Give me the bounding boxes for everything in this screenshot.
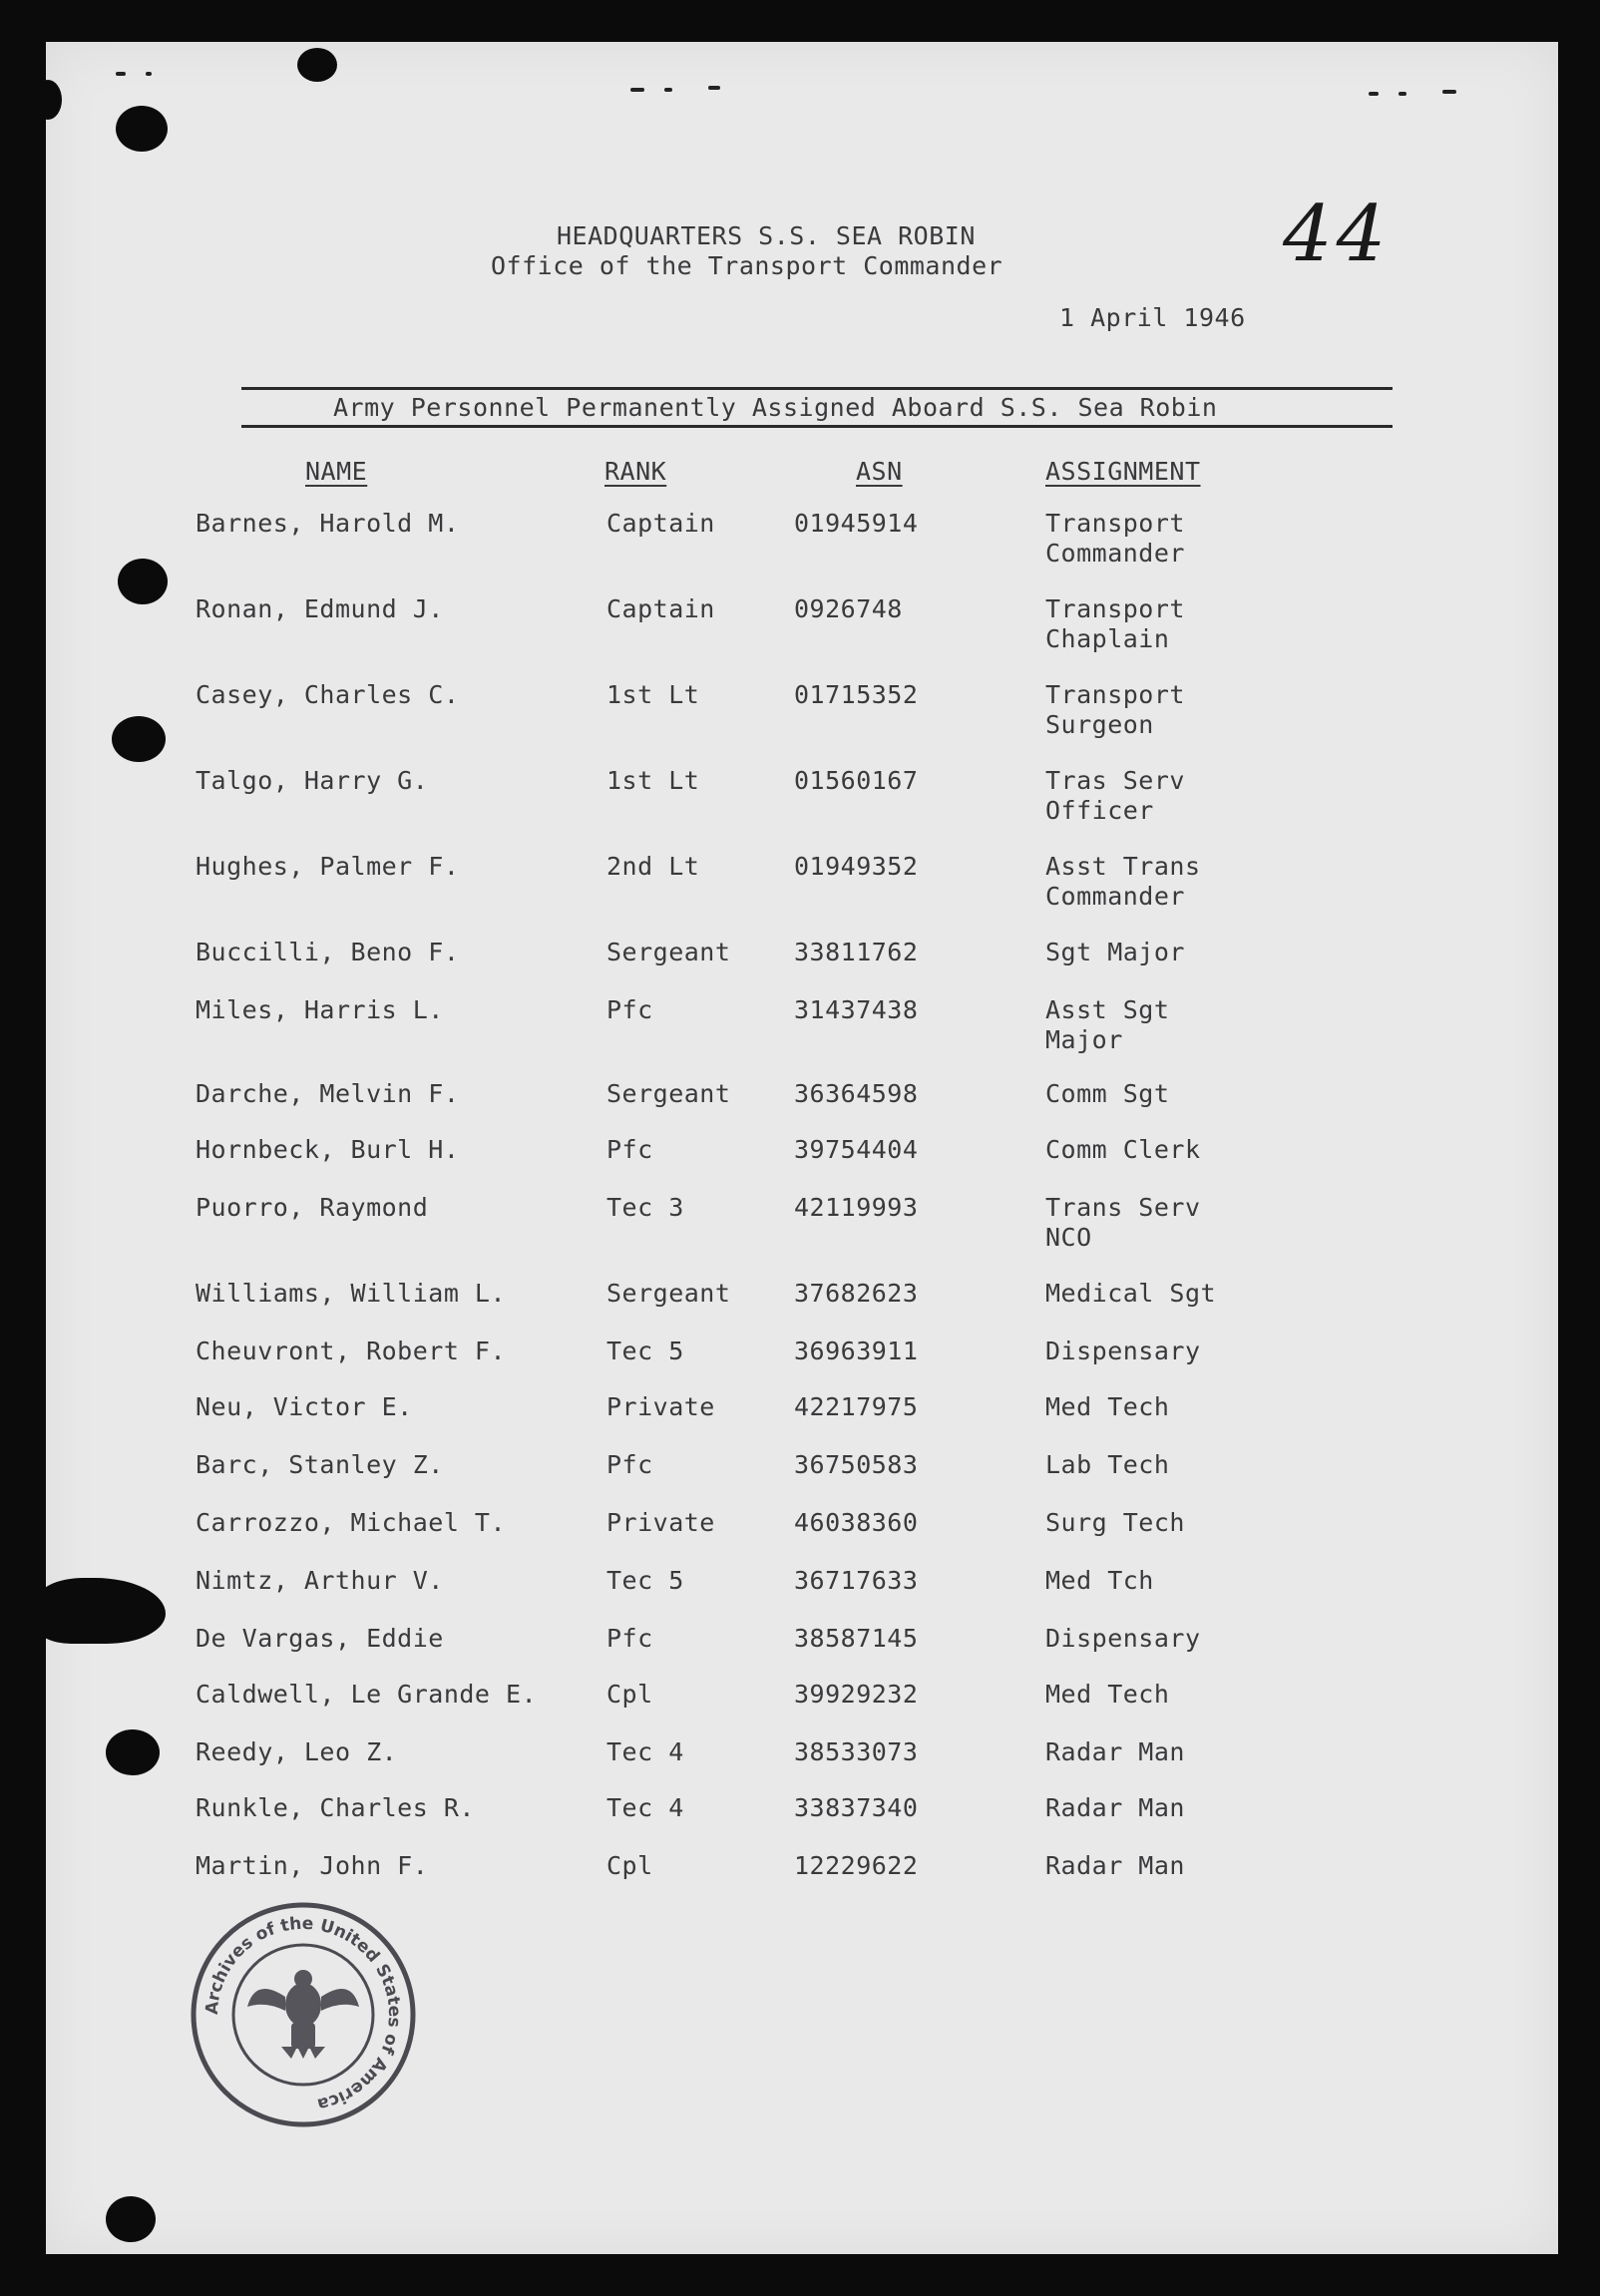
row-asn: 36750583 <box>794 1450 919 1479</box>
bottom-rule <box>241 425 1393 428</box>
row-asn: 36717633 <box>794 1566 919 1595</box>
row-asn: 37682623 <box>794 1279 919 1308</box>
row-rank: Sergeant <box>606 1279 731 1308</box>
row-name: De Vargas, Eddie <box>196 1624 444 1653</box>
row-name: Neu, Victor E. <box>196 1392 413 1421</box>
row-rank: Captain <box>606 594 715 623</box>
row-rank: Tec 4 <box>606 1793 684 1822</box>
row-rank: Cpl <box>606 1851 653 1880</box>
row-rank: Sergeant <box>606 1079 731 1108</box>
row-asn: 31437438 <box>794 995 919 1024</box>
row-rank: Tec 5 <box>606 1337 684 1365</box>
row-name: Darche, Melvin F. <box>196 1079 460 1108</box>
row-rank: Pfc <box>606 995 653 1024</box>
row-rank: Tec 4 <box>606 1737 684 1766</box>
row-asn: 01949352 <box>794 852 919 881</box>
top-rule <box>241 387 1393 390</box>
row-name: Williams, William L. <box>196 1279 507 1308</box>
row-rank: Cpl <box>606 1680 653 1709</box>
row-name: Ronan, Edmund J. <box>196 594 444 623</box>
punch-hole <box>106 2196 156 2242</box>
row-assignment: Dispensary <box>1045 1624 1201 1653</box>
row-assignment: Radar Man <box>1045 1793 1185 1822</box>
row-assignment: Transport Commander <box>1045 509 1185 568</box>
row-name: Runkle, Charles R. <box>196 1793 475 1822</box>
row-asn: 01560167 <box>794 766 919 795</box>
row-asn: 01945914 <box>794 509 919 538</box>
row-assignment: Asst Trans Commander <box>1045 852 1201 911</box>
scan-speck <box>708 86 720 90</box>
row-rank: Captain <box>606 509 715 538</box>
column-header-rank: RANK <box>604 457 667 486</box>
row-assignment: Med Tch <box>1045 1566 1154 1595</box>
row-name: Martin, John F. <box>196 1851 429 1880</box>
row-asn: 12229622 <box>794 1851 919 1880</box>
torn-corner <box>36 1578 166 1644</box>
punch-hole <box>297 48 337 82</box>
row-rank: Tec 3 <box>606 1193 684 1222</box>
document-date: 1 April 1946 <box>1059 303 1246 332</box>
row-asn: 42217975 <box>794 1392 919 1421</box>
row-assignment: Medical Sgt <box>1045 1279 1217 1308</box>
punch-hole <box>106 1729 160 1775</box>
row-asn: 46038360 <box>794 1508 919 1537</box>
scan-speck <box>630 88 644 92</box>
row-asn: 42119993 <box>794 1193 919 1222</box>
eagle-icon <box>247 1970 359 2059</box>
row-assignment: Transport Chaplain <box>1045 594 1185 653</box>
document-subtitle: Army Personnel Permanently Assigned Aboard S.S. Sea Robin <box>333 393 1218 422</box>
punch-hole <box>116 106 168 152</box>
row-rank: Pfc <box>606 1450 653 1479</box>
row-asn: 38587145 <box>794 1624 919 1653</box>
row-name: Buccilli, Beno F. <box>196 938 460 966</box>
row-name: Hughes, Palmer F. <box>196 852 460 881</box>
page-number: 44 <box>1283 190 1391 279</box>
row-name: Puorro, Raymond <box>196 1193 429 1222</box>
row-name: Barnes, Harold M. <box>196 509 460 538</box>
row-assignment: Med Tech <box>1045 1680 1170 1709</box>
row-rank: Pfc <box>606 1624 653 1653</box>
row-assignment: Sgt Major <box>1045 938 1185 966</box>
row-assignment: Surg Tech <box>1045 1508 1185 1537</box>
scan-speck <box>1369 92 1379 96</box>
row-assignment: Comm Sgt <box>1045 1079 1170 1108</box>
row-assignment: Comm Clerk <box>1045 1135 1201 1164</box>
row-assignment: Dispensary <box>1045 1337 1201 1365</box>
scan-speck <box>1399 92 1406 96</box>
row-asn: 33837340 <box>794 1793 919 1822</box>
document-sheet <box>46 42 1558 2254</box>
row-asn: 39754404 <box>794 1135 919 1164</box>
scan-speck <box>116 72 126 76</box>
row-asn: 0926748 <box>794 594 903 623</box>
row-asn: 39929232 <box>794 1680 919 1709</box>
row-rank: Sergeant <box>606 938 731 966</box>
row-assignment: Transport Surgeon <box>1045 680 1185 739</box>
column-header-assignment: ASSIGNMENT <box>1045 457 1201 486</box>
archive-seal-stamp <box>186 1897 421 2132</box>
row-name: Caldwell, Le Grande E. <box>196 1680 538 1709</box>
row-assignment: Asst Sgt Major <box>1045 995 1170 1054</box>
punch-hole <box>112 716 166 762</box>
row-asn: 36364598 <box>794 1079 919 1108</box>
row-asn: 36963911 <box>794 1337 919 1365</box>
row-name: Reedy, Leo Z. <box>196 1737 398 1766</box>
row-rank: 1st Lt <box>606 766 700 795</box>
scan-speck <box>146 72 152 76</box>
row-name: Carrozzo, Michael T. <box>196 1508 507 1537</box>
punch-hole <box>118 559 168 604</box>
row-name: Miles, Harris L. <box>196 995 444 1024</box>
row-rank: Private <box>606 1508 715 1537</box>
row-asn: 33811762 <box>794 938 919 966</box>
row-rank: Tec 5 <box>606 1566 684 1595</box>
row-assignment: Lab Tech <box>1045 1450 1170 1479</box>
header-title: HEADQUARTERS S.S. SEA ROBIN <box>557 221 976 250</box>
seal-text: Archives of the United States of America <box>201 1913 405 2114</box>
row-name: Barc, Stanley Z. <box>196 1450 444 1479</box>
row-rank: 2nd Lt <box>606 852 700 881</box>
row-name: Casey, Charles C. <box>196 680 460 709</box>
row-name: Nimtz, Arthur V. <box>196 1566 444 1595</box>
row-assignment: Tras Serv Officer <box>1045 766 1185 825</box>
row-name: Hornbeck, Burl H. <box>196 1135 460 1164</box>
header-office: Office of the Transport Commander <box>491 251 1003 280</box>
row-rank: 1st Lt <box>606 680 700 709</box>
scan-speck <box>664 88 672 92</box>
row-name: Talgo, Harry G. <box>196 766 429 795</box>
row-asn: 38533073 <box>794 1737 919 1766</box>
column-header-name: NAME <box>305 457 368 486</box>
row-rank: Pfc <box>606 1135 653 1164</box>
scan-speck <box>1442 90 1456 94</box>
punch-hole <box>34 80 62 120</box>
row-name: Cheuvront, Robert F. <box>196 1337 507 1365</box>
row-assignment: Radar Man <box>1045 1737 1185 1766</box>
row-assignment: Med Tech <box>1045 1392 1170 1421</box>
column-header-asn: ASN <box>856 457 903 486</box>
row-assignment: Trans Serv NCO <box>1045 1193 1201 1252</box>
row-rank: Private <box>606 1392 715 1421</box>
row-assignment: Radar Man <box>1045 1851 1185 1880</box>
row-asn: 01715352 <box>794 680 919 709</box>
